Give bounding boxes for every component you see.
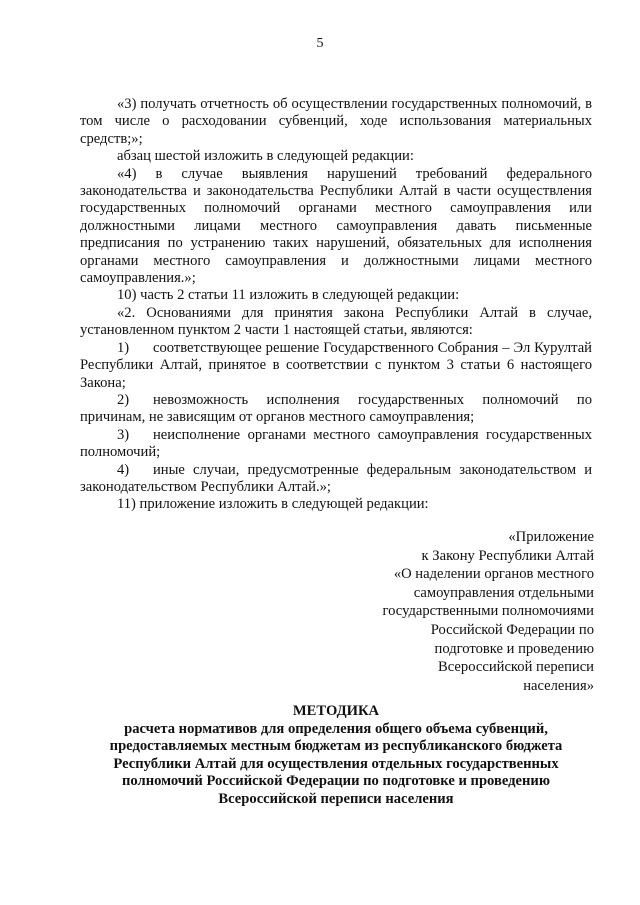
list-item — [80, 392, 592, 427]
list-item-number: 4) — [117, 461, 130, 478]
list-item-number: 3) — [117, 426, 130, 443]
methodology-subtitle-line: предоставляемых местным бюджетам из республиканского бюджета — [109, 738, 563, 755]
list-item — [80, 340, 592, 392]
list-item-text: соответствующее решение Государственного Собрания – Эл Курултай Республики Алтай, принятое в соответствии с пунктом 3 статьи 6 настоящего Закона; — [80, 339, 592, 391]
paragraph-grounds: «2. Основаниями для принятия закона Республики Алтай в случае, установленном пунктом 2 части 1 настоящей статьи, являются: — [80, 304, 592, 339]
appendix-line: самоуправления отдельными — [413, 584, 594, 601]
paragraph-instruction-abzac: абзац шестой изложить в следующей редакции: — [117, 148, 414, 165]
methodology-heading — [80, 703, 592, 809]
page-number: 5 — [316, 36, 324, 51]
list-item-number: 1) — [117, 339, 130, 356]
methodology-subtitle-line: Всероссийской переписи населения — [218, 790, 454, 807]
appendix-line: подготовке и проведению — [434, 640, 594, 657]
appendix-line: государственными полномочиями — [382, 603, 594, 620]
appendix-line: Российской Федерации по — [430, 621, 594, 638]
appendix-line: «О наделении органов местного — [393, 566, 594, 583]
appendix-line: населения» — [523, 677, 594, 694]
methodology-subtitle-line: полномочий Российской Федерации по подготовке и проведению — [122, 773, 550, 790]
paragraph-item-4: «4) в случае выявления нарушений требований федерального законодательства и законодательства Республики Алтай в части осуществления государственных полномочий органами местного самоуправления или должностными лицами местного самоуправления давать письменные предписания по устранению таких нарушений, обязательных для исполнения органами местного самоуправления и должностными лицами местного самоуправления.»; — [80, 165, 592, 287]
list-item-text: невозможность исполнения государственных полномочий по причинам, не зависящим от органов местного самоуправления; — [80, 391, 592, 426]
appendix-header — [334, 528, 594, 695]
paragraph-item-3: «3) получать отчетность об осуществлении государственных полномочий, в том числе о расходовании субвенций, ходе использования материальных средств;»; — [80, 96, 592, 147]
methodology-subtitle-line: расчета нормативов для определения общего объема субвенций, — [124, 720, 548, 737]
appendix-line: Всероссийской переписи — [438, 659, 594, 676]
appendix-line: «Приложение — [508, 529, 594, 545]
list-item — [80, 427, 592, 462]
methodology-subtitle-line: Республики Алтай для осуществления отдельных государственных — [113, 755, 559, 772]
paragraph-amendment-10: 10) часть 2 статьи 11 изложить в следующей редакции: — [117, 287, 460, 304]
body-text — [80, 96, 592, 514]
appendix-line: к Закону Республики Алтай — [421, 547, 594, 564]
list-item — [80, 462, 592, 497]
paragraph-amendment-11: 11) приложение изложить в следующей редакции: — [117, 496, 429, 513]
list-item-text: неисполнение органами местного самоуправления государственных полномочий; — [80, 426, 592, 461]
list-item-number: 2) — [117, 391, 130, 408]
list-item-text: иные случаи, предусмотренные федеральным законодательством и законодательством Республики Алтай.»; — [80, 461, 592, 495]
methodology-title: МЕТОДИКА — [292, 703, 380, 719]
